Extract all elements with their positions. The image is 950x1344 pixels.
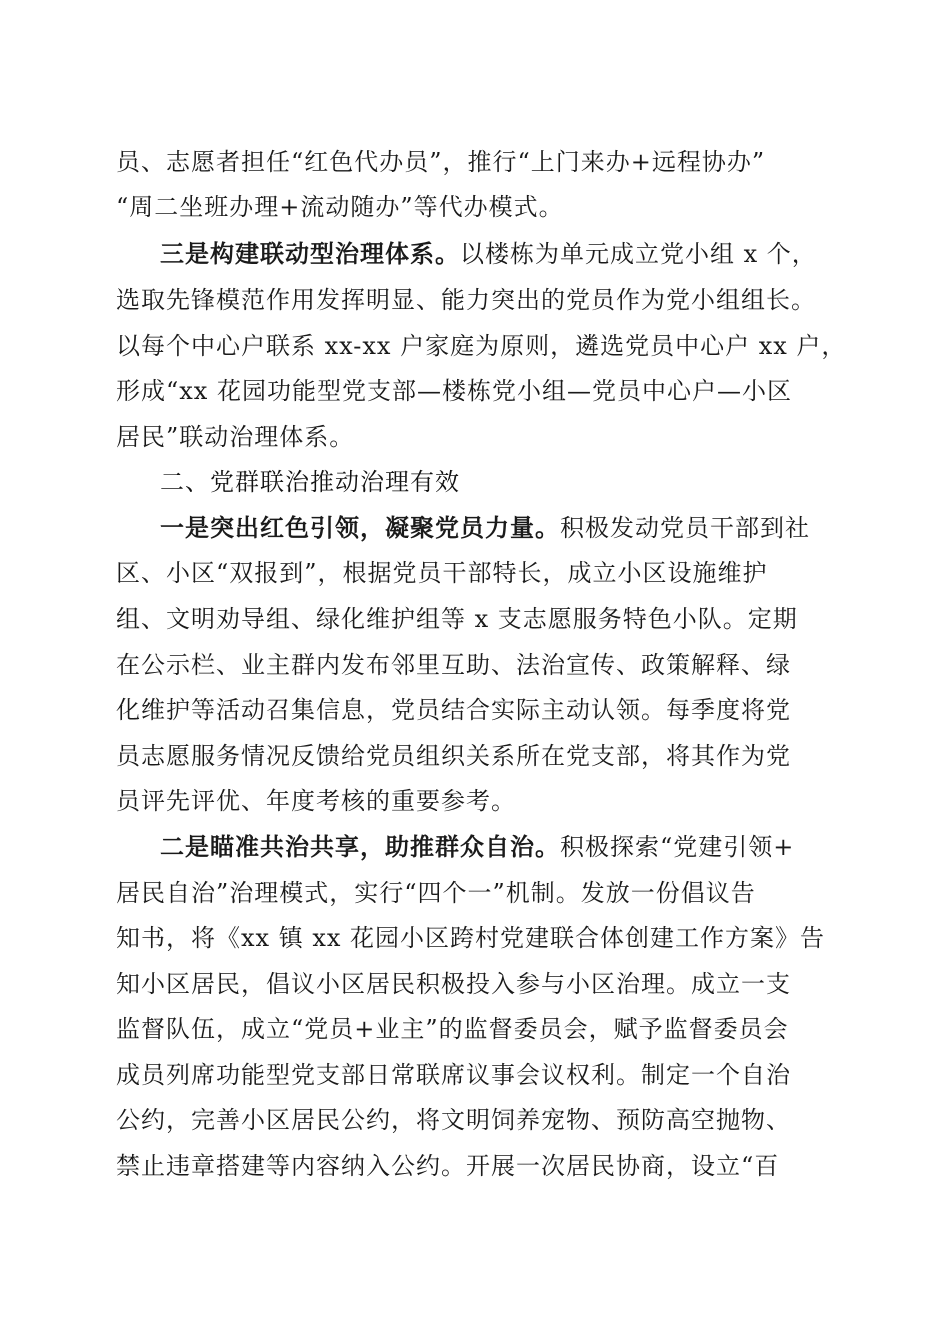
paragraph-line: 居民”联动治理体系。 (116, 423, 355, 451)
paragraph-line: 员、志愿者担任“红色代办员”，推行“上门来办+远程协办” (116, 148, 766, 176)
paragraph-line: 员志愿服务情况反馈给党员组织关系所在党支部，将其作为党 (116, 742, 791, 770)
paragraph-line: 组、文明劝导组、绿化维护组等 x 支志愿服务特色小队。定期 (116, 605, 798, 633)
paragraph-line: 公约，完善小区居民公约，将文明饲养宠物、预防高空抛物、 (116, 1106, 791, 1134)
paragraph-lead: 二是瞄准共治共享，助推群众自治。 (160, 832, 560, 861)
paragraph-text: 积极探索“党建引领+ (560, 833, 795, 861)
paragraph-text: 积极发动党员干部到社 (560, 514, 810, 542)
paragraph-line: 监督队伍，成立“党员+业主”的监督委员会，赋予监督委员会 (116, 1015, 789, 1043)
paragraph-line: 在公示栏、业主群内发布邻里互助、法治宣传、政策解释、绿 (116, 651, 791, 679)
paragraph-line: 员评先评优、年度考核的重要参考。 (116, 787, 516, 815)
paragraph-line: 禁止违章搭建等内容纳入公约。开展一次居民协商，设立“百 (116, 1152, 780, 1180)
paragraph-line: “周二坐班办理+流动随办”等代办模式。 (116, 193, 564, 221)
section-heading: 二、党群联治推动治理有效 (160, 468, 460, 496)
paragraph-line: 以每个中心户联系 xx-xx 户家庭为原则，遴选党员中心户 xx 户， (116, 332, 847, 360)
paragraph-lead: 三是构建联动型治理体系。 (160, 239, 460, 268)
paragraph-lead: 一是突出红色引领，凝聚党员力量。 (160, 513, 560, 542)
paragraph-line: 形成“xx 花园功能型党支部—楼栋党小组—党员中心户—小区 (116, 377, 792, 405)
paragraph-line: 区、小区“双报到”，根据党员干部特长，成立小区设施维护 (116, 559, 768, 587)
paragraph-text: 以楼栋为单元成立党小组 x 个， (460, 240, 817, 268)
paragraph-first-line (160, 831, 794, 863)
paragraph-line: 选取先锋模范作用发挥明显、能力突出的党员作为党小组组长。 (116, 286, 816, 314)
paragraph-line: 居民自治”治理模式，实行“四个一”机制。发放一份倡议告 (116, 879, 756, 907)
paragraph-first-line (160, 238, 817, 270)
paragraph-line: 化维护等活动召集信息，党员结合实际主动认领。每季度将党 (116, 696, 791, 724)
paragraph-line: 成员列席功能型党支部日常联席议事会议权利。制定一个自治 (116, 1061, 791, 1089)
paragraph-first-line (160, 512, 810, 544)
paragraph-line: 知小区居民，倡议小区居民积极投入参与小区治理。成立一支 (116, 970, 791, 998)
paragraph-line: 知书，将《xx 镇 xx 花园小区跨村党建联合体创建工作方案》告 (116, 924, 826, 952)
